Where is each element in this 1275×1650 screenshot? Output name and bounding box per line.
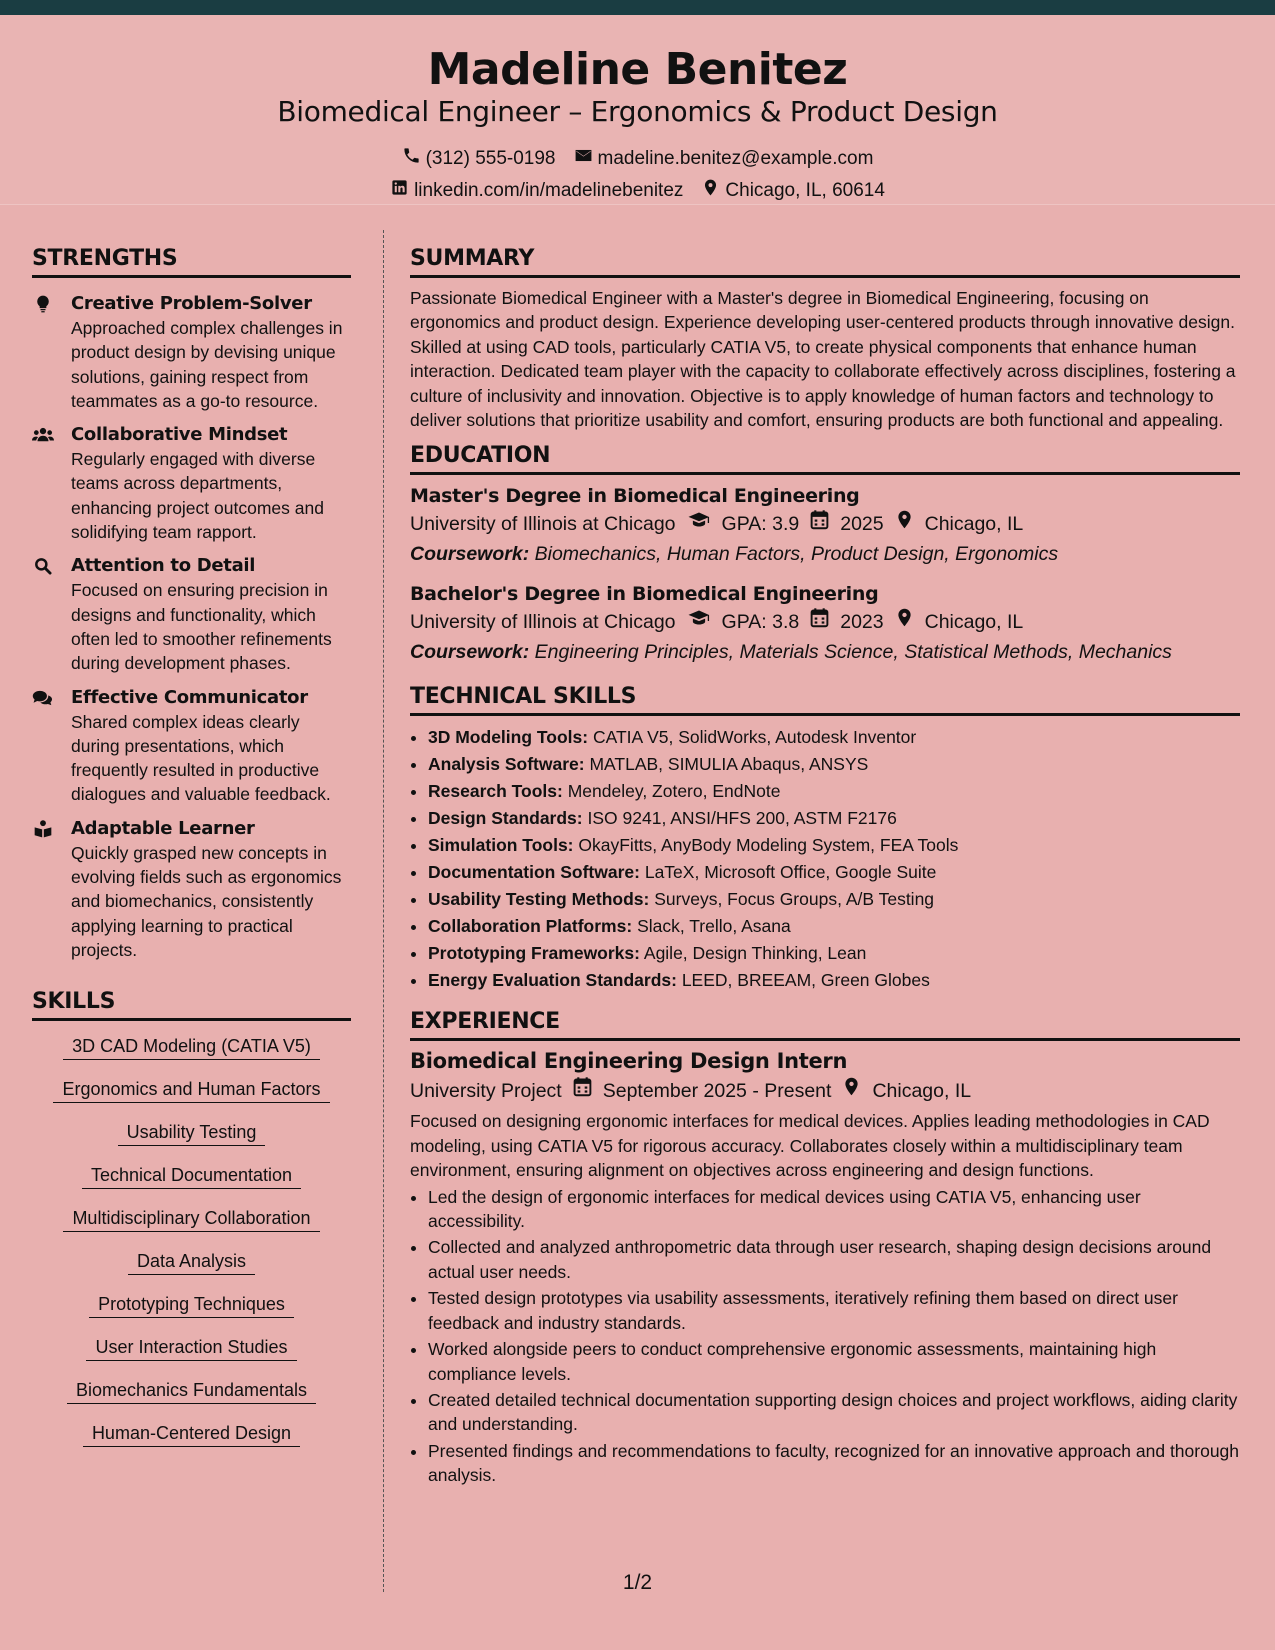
linkedin-url[interactable]: linkedin.com/in/madelinebenitez: [414, 180, 684, 201]
skill-tag: Prototyping Techniques: [89, 1293, 294, 1318]
job-bullet: • Led the design of ergonomic interfaces for medical devices using CATIA V5, enhancing user accessibility.: [428, 1185, 1240, 1234]
strength-desc: Regularly engaged with diverse teams across departments, enhancing project outcomes and solidifying team rapport.: [71, 449, 324, 543]
strength-item: [32, 423, 351, 544]
tech-skill-label: Usability Testing Methods:: [428, 889, 650, 910]
tech-skill-label: Simulation Tools:: [428, 835, 574, 856]
candidate-name: Madeline Benitez: [427, 44, 848, 95]
graduation-year: 2023: [840, 611, 884, 634]
location-text: Chicago, IL, 60614: [725, 180, 885, 201]
technical-skill-item: [428, 832, 1240, 859]
education-item: [410, 483, 1240, 569]
calendar-icon: [809, 509, 830, 539]
tech-skill-value: MATLAB, SIMULIA Abaqus, ANSYS: [589, 754, 869, 775]
summary-text: Passionate Biomedical Engineer with a Master's degree in Biomedical Engineering, focusing on ergonomics and product design. Experience developing user-centered products through innovative design. Skilled at using CAD tools, particularly CATIA V5, to create physical components that enhance human interaction. Dedicated team player with the capacity to collaborate effectively across disciplines, fostering a culture of inclusivity and innovation. Objective is to apply knowledge of human factors and technology to deliver solutions that prioritize usability and comfort, ensuring products are both functional and appealing.: [410, 288, 1236, 431]
job-dates: September 2025 - Present: [602, 1080, 832, 1103]
right-column: [410, 245, 1240, 1490]
left-column: [32, 245, 351, 1465]
book-reader-icon: [32, 819, 54, 839]
lightbulb-icon: [32, 294, 54, 314]
skill-tag: Technical Documentation: [82, 1164, 301, 1189]
page-indicator: 1/2: [622, 1571, 653, 1594]
skill-tag: Ergonomics and Human Factors: [53, 1078, 329, 1103]
top-accent-bar: [0, 0, 1275, 15]
contact-phone: [402, 146, 556, 172]
job-bullet: • Collected and analyzed anthropometric data through user research, shaping design decisions around actual user needs.: [428, 1235, 1240, 1284]
contact-line-1: [0, 146, 1275, 172]
technical-skill-item: [428, 724, 1240, 751]
strengths-heading: STRENGTHS: [32, 245, 351, 278]
tech-skill-label: Prototyping Frameworks:: [428, 943, 640, 964]
tech-skill-value: Agile, Design Thinking, Lean: [643, 943, 867, 964]
summary-heading: SUMMARY: [410, 245, 1240, 278]
skill-tag: 3D CAD Modeling (CATIA V5): [63, 1035, 320, 1060]
organization: University Project: [410, 1080, 562, 1103]
skill-tag: Data Analysis: [128, 1250, 255, 1275]
technical-skill-item: [428, 940, 1240, 967]
job-bullet: • Worked alongside peers to conduct comprehensive ergonomic assessments, maintaining high compliance levels.: [428, 1337, 1240, 1386]
technical-skill-item: [428, 859, 1240, 886]
education-meta: [410, 509, 1240, 539]
email-address[interactable]: madeline.benitez@example.com: [597, 148, 874, 169]
calendar-icon: [572, 1075, 593, 1107]
strength-item: [32, 817, 351, 962]
graduation-year: 2025: [840, 513, 884, 536]
phone-number: (312) 555-0198: [425, 148, 556, 169]
map-pin-icon: [841, 1075, 862, 1107]
strength-item: [32, 292, 351, 413]
search-icon: [32, 556, 54, 576]
school-name: University of Illinois at Chicago: [410, 611, 676, 634]
job-bullet: • Tested design prototypes via usability assessments, iteratively refining them based on direct user feedback and industry standards.: [428, 1286, 1240, 1335]
tech-skill-label: Documentation Software:: [428, 862, 640, 883]
technical-skill-item: [428, 805, 1240, 832]
technical-skill-item: [428, 778, 1240, 805]
tech-skill-label: Design Standards:: [428, 808, 583, 829]
coursework-list: Engineering Principles, Materials Science, Statistical Methods, Mechanics: [534, 641, 1172, 664]
linkedin-icon: [390, 178, 409, 204]
tech-skill-label: Analysis Software:: [428, 754, 585, 775]
phone-icon: [402, 146, 421, 172]
technical-skills-list: [410, 724, 1240, 994]
envelope-icon: [574, 146, 593, 172]
tech-skill-label: Energy Evaluation Standards:: [428, 970, 677, 991]
strengths-list: [32, 292, 351, 962]
column-divider: [383, 230, 384, 1592]
map-pin-icon: [701, 178, 720, 204]
tech-skill-value: ISO 9241, ANSI/HFS 200, ASTM F2176: [587, 808, 897, 829]
contact-linkedin[interactable]: [390, 178, 683, 204]
strength-desc: Shared complex ideas clearly during presentations, which frequently resulted in productive dialogues and valuable feedback.: [71, 711, 331, 805]
job-bullet: • Created detailed technical documentation supporting design choices and project workflows, aiding clarity and understanding.: [428, 1388, 1240, 1437]
skill-tag: Multidisciplinary Collaboration: [63, 1207, 319, 1232]
strength-item: [32, 554, 351, 675]
education-meta: [410, 607, 1240, 637]
tech-skill-value: LEED, BREEAM, Green Globes: [681, 970, 930, 991]
tech-skill-value: LaTeX, Microsoft Office, Google Suite: [644, 862, 937, 883]
strength-title: Effective Communicator: [71, 686, 308, 708]
tech-skill-label: 3D Modeling Tools:: [428, 727, 589, 748]
candidate-title: Biomedical Engineer – Ergonomics & Product Design: [277, 95, 998, 128]
strength-item: [32, 686, 351, 807]
skill-tag: Biomechanics Fundamentals: [67, 1379, 316, 1404]
coursework-list: Biomechanics, Human Factors, Product Design, Ergonomics: [534, 543, 1059, 566]
tech-skill-label: Research Tools:: [428, 781, 563, 802]
job-title: Biomedical Engineering Design Intern: [410, 1049, 848, 1074]
tech-skill-value: CATIA V5, SolidWorks, Autodesk Inventor: [592, 727, 917, 748]
experience-heading: EXPERIENCE: [410, 1008, 1240, 1041]
technical-skills-heading: TECHNICAL SKILLS: [410, 683, 1240, 716]
comments-icon: [32, 688, 54, 708]
strength-title: Collaborative Mindset: [71, 424, 288, 446]
gpa-value: GPA: 3.9: [721, 513, 800, 536]
school-location: Chicago, IL: [924, 611, 1024, 634]
coursework: [410, 637, 1240, 667]
strength-title: Attention to Detail: [71, 555, 256, 577]
technical-skill-item: [428, 967, 1240, 994]
contact-line-2: [0, 178, 1275, 204]
job-bullet: • Presented findings and recommendations to faculty, recognized for an innovative approach and thorough analysis.: [428, 1439, 1240, 1488]
map-pin-icon: [894, 509, 915, 539]
strength-desc: Quickly grasped new concepts in evolving fields such as ergonomics and biomechanics, consistently applying learning to practical projects.: [71, 842, 342, 960]
graduation-cap-icon: [686, 509, 712, 539]
skills-heading: SKILLS: [32, 988, 351, 1021]
tech-skill-value: OkayFitts, AnyBody Modeling System, FEA Tools: [578, 835, 959, 856]
job-description: Focused on designing ergonomic interfaces for medical devices. Applies leading methodologies in CAD modeling, using CATIA V5 for rigorous accuracy. Collaborates closely within a multidisciplinary team environment, ensuring alignment on objectives across engineering and design functions.: [410, 1111, 1210, 1181]
strength-title: Adaptable Learner: [71, 817, 255, 839]
job-location: Chicago, IL: [872, 1080, 972, 1103]
technical-skill-item: [428, 913, 1240, 940]
tech-skill-value: Slack, Trello, Asana: [637, 916, 791, 937]
skill-tag: Usability Testing: [118, 1121, 266, 1146]
strength-desc: Approached complex challenges in product design by devising unique solutions, gaining respect from teammates as a go-to resource.: [71, 318, 343, 411]
degree-title: Bachelor's Degree in Biomedical Engineering: [410, 583, 879, 606]
skills-list: [32, 1035, 351, 1447]
education-item: [410, 581, 1240, 667]
graduation-cap-icon: [686, 607, 712, 637]
gpa-value: GPA: 3.8: [721, 611, 800, 634]
skill-tag: User Interaction Studies: [86, 1336, 296, 1361]
coursework: [410, 539, 1240, 569]
technical-skill-item: [428, 886, 1240, 913]
tech-skill-value: Surveys, Focus Groups, A/B Testing: [654, 889, 935, 910]
strength-desc: Focused on ensuring precision in designs and functionality, which often led to smoother refinements during development phases.: [71, 580, 332, 674]
resume-header: [0, 15, 1275, 205]
calendar-icon: [809, 607, 830, 637]
strength-title: Creative Problem-Solver: [71, 293, 312, 314]
education-heading: EDUCATION: [410, 442, 1240, 475]
experience-item: [410, 1047, 1240, 1487]
coursework-label: Coursework:: [410, 641, 530, 664]
job-bullets: [410, 1185, 1240, 1488]
degree-title: Master's Degree in Biomedical Engineering: [410, 485, 860, 508]
technical-skill-item: [428, 751, 1240, 778]
school-location: Chicago, IL: [924, 513, 1024, 536]
contact-email[interactable]: [574, 146, 874, 172]
map-pin-icon: [894, 607, 915, 637]
users-icon: [32, 425, 54, 445]
skill-tag: Human-Centered Design: [83, 1422, 300, 1447]
tech-skill-label: Collaboration Platforms:: [428, 916, 633, 937]
job-meta: [410, 1075, 1240, 1107]
coursework-label: Coursework:: [410, 543, 530, 566]
contact-location: [701, 178, 885, 204]
tech-skill-value: Mendeley, Zotero, EndNote: [567, 781, 781, 802]
school-name: University of Illinois at Chicago: [410, 513, 676, 536]
